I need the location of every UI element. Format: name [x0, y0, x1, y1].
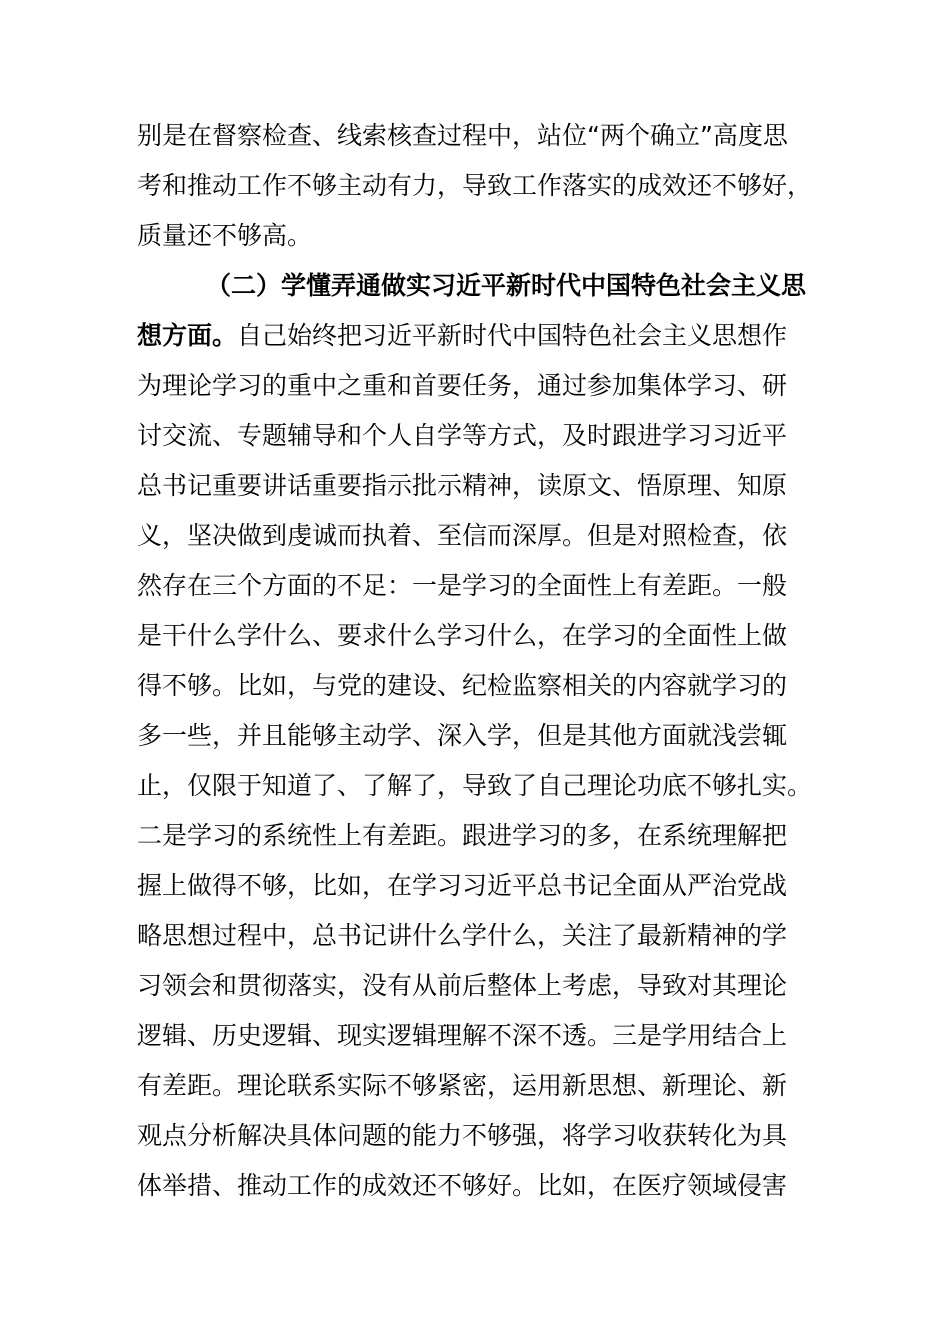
body-line: 体举措、推动工作的成效还不够好。比如，在医疗领域侵害: [137, 1171, 788, 1200]
body-line: 讨交流、专题辅导和个人自学等方式，及时跟进学习习近平: [137, 421, 788, 450]
body-line: 考和推动工作不够主动有力，导致工作落实的成效还不够好，: [137, 171, 813, 200]
body-line: 为理论学习的重中之重和首要任务，通过参加集体学习、研: [137, 371, 788, 400]
body-line: 逻辑、历史逻辑、现实逻辑理解不深不透。三是学用结合上: [137, 1021, 788, 1050]
body-line: 质量还不够高。: [137, 221, 313, 250]
section-heading: （二）学懂弄通做实习近平新时代中国特色社会主义思: [206, 271, 807, 300]
body-line: 别是在督察检查、线索核查过程中，站位“两个确立”高度思: [137, 121, 788, 150]
body-line: 是干什么学什么、要求什么学习什么，在学习的全面性上做: [137, 621, 788, 650]
body-line: 有差距。理论联系实际不够紧密，运用新思想、新理论、新: [137, 1071, 788, 1100]
heading-continuation-line: [137, 311, 837, 361]
body-line: 观点分析解决具体问题的能力不够强，将学习收获转化为具: [137, 1121, 788, 1150]
body-line: 略思想过程中，总书记讲什么学什么，关注了最新精神的学: [137, 921, 788, 950]
body-line: 二是学习的系统性上有差距。跟进学习的多，在系统理解把: [137, 821, 788, 850]
body-line: 多一些，并且能够主动学、深入学，但是其他方面就浅尝辄: [137, 721, 788, 750]
body-text: 自己始终把习近平新时代中国特色社会主义思想作: [237, 321, 788, 350]
section-heading-tail: 想方面。: [137, 321, 238, 350]
body-line: 习领会和贯彻落实，没有从前后整体上考虑，导致对其理论: [137, 971, 788, 1000]
body-line: 握上做得不够，比如，在学习习近平总书记全面从严治党战: [137, 871, 788, 900]
body-line: 义，坚决做到虔诚而执着、至信而深厚。但是对照检查，依: [137, 521, 788, 550]
body-line: 得不够。比如，与党的建设、纪检监察相关的内容就学习的: [137, 671, 788, 700]
body-line: 止，仅限于知道了、了解了，导致了自己理论功底不够扎实。: [137, 771, 813, 800]
body-line: 然存在三个方面的不足：一是学习的全面性上有差距。一般: [137, 571, 788, 600]
body-line: 总书记重要讲话重要指示批示精神，读原文、悟原理、知原: [137, 471, 788, 500]
